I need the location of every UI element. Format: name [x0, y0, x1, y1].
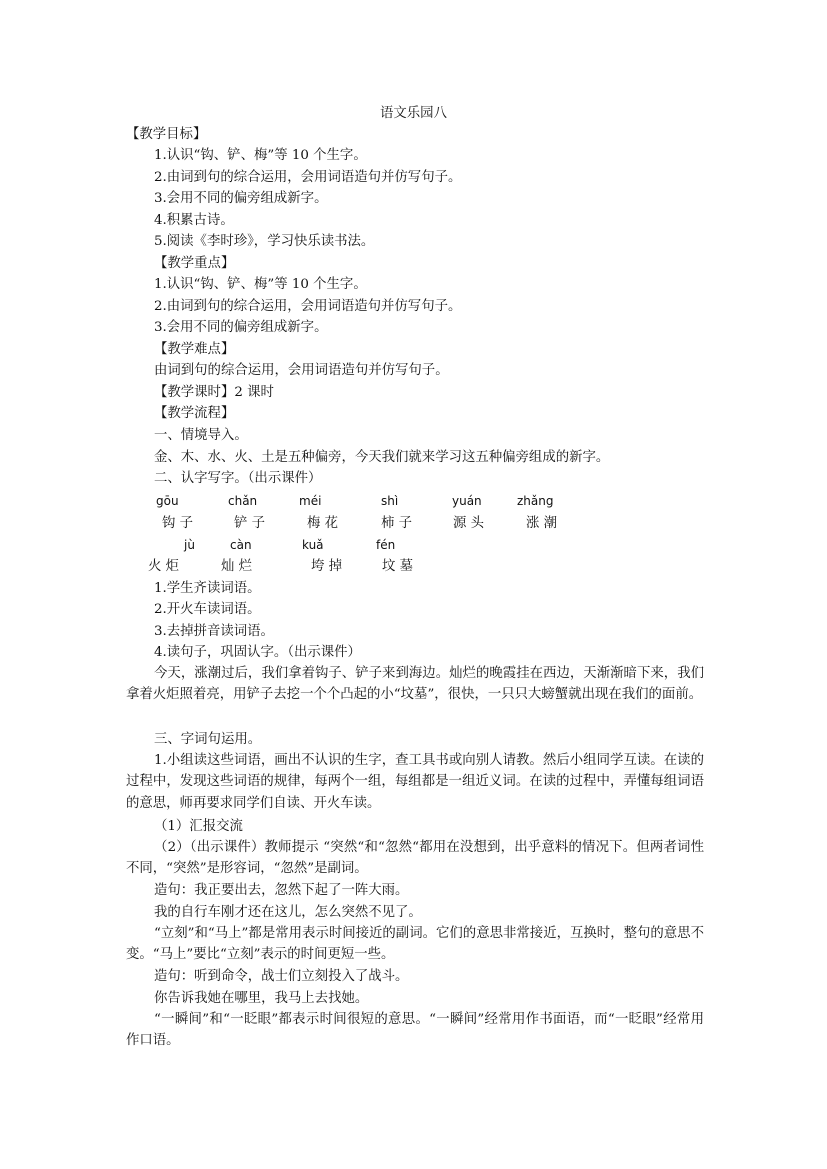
pinyin-label: fén — [376, 538, 396, 552]
pinyin-label: chǎn — [228, 494, 258, 508]
example-sentence: 我的自行车刚才还在这儿，怎么突然不见了。 — [154, 905, 422, 920]
step-item: 4.读句子，巩固认字。（出示课件） — [154, 645, 361, 660]
key-point-item: 1.认识“钩、铲、梅”等 10 个生字。 — [154, 277, 367, 292]
section-heading: 一、情境导入。 — [154, 428, 248, 443]
hours-line: 【教学课时】2 课时 — [154, 385, 274, 400]
paragraph: （2）（出示课件）教师提示 “突然“和“忽然“都用在没想到，出乎意料的情况下。但两者词性不同，“突然”是形容词，“忽然”是副词。 — [126, 840, 704, 877]
difficulty-text: 由词到句的综合运用，会用词语造句并仿写句子。 — [154, 363, 449, 378]
objective-item: 2.由词到句的综合运用，会用词语造句并仿写句子。 — [154, 170, 462, 185]
pinyin-label: càn — [230, 538, 252, 552]
key-point-item: 2.由词到句的综合运用，会用词语造句并仿写句子。 — [154, 299, 462, 314]
difficulty-heading: 【教学难点】 — [154, 342, 235, 357]
objectives-heading: 【教学目标】 — [126, 127, 207, 142]
section-text: 金、木、水、火、土是五种偏旁，今天我们就来学习这五种偏旁组成的新字。 — [154, 450, 610, 465]
vocab-word: 梅 花 — [307, 516, 339, 531]
page-title: 语文乐园八 — [380, 106, 447, 121]
paragraph: “立刻”和“马上”都是常用表示时间接近的副词。它们的意思非常接近，互换时，整句的意思不变。“马上”要比“立刻”表示的时间更短一些。 — [126, 926, 704, 963]
objective-item: 5.阅读《李时珍》，学习快乐读书法。 — [154, 234, 375, 249]
key-points-heading: 【教学重点】 — [154, 256, 235, 271]
pinyin-label: zhǎng — [517, 494, 554, 508]
example-sentence: 造句：我正要出去，忽然下起了一阵大雨。 — [154, 883, 409, 898]
section-heading: 二、认字写字。（出示课件） — [154, 471, 322, 486]
example-sentence: 你告诉我她在哪里，我马上去找她。 — [154, 991, 369, 1006]
paragraph: 1.小组读这些词语，画出不认识的生字，查工具书或向别人请教。然后小组同学互读。在读的过程中，发现这些词语的规律，每两个一组，每组都是一组近义词。在读的过程中，弄懂每组词语的意思，师再要求同学们自读、开火车读。 — [126, 753, 704, 811]
step-item: 2.开火车读词语。 — [154, 602, 261, 617]
example-sentence: 造句：听到命令，战士们立刻投入了战斗。 — [154, 969, 409, 984]
paragraph: （1）汇报交流 — [154, 819, 243, 834]
objective-item: 3.会用不同的偏旁组成新字。 — [154, 191, 328, 206]
vocab-word: 坟 墓 — [382, 559, 414, 574]
step-item: 3.去掉拼音读词语。 — [154, 624, 274, 639]
vocab-word: 柿 子 — [381, 516, 413, 531]
objective-item: 1.认识“钩、铲、梅”等 10 个生字。 — [154, 148, 367, 163]
pinyin-label: gōu — [156, 494, 179, 508]
pinyin-label: shì — [381, 494, 399, 508]
vocab-word: 钩 子 — [162, 516, 194, 531]
vocab-word: 灿 烂 — [221, 559, 253, 574]
section-heading: 三、字词句运用。 — [154, 732, 262, 747]
pinyin-label: kuǎ — [302, 538, 324, 552]
process-heading: 【教学流程】 — [154, 406, 235, 421]
pinyin-label: méi — [299, 494, 322, 508]
vocab-word: 火 炬 — [148, 559, 180, 574]
pinyin-label: yuán — [452, 494, 482, 508]
paragraph: “一瞬间”和“一眨眼”都表示时间很短的意思。“一瞬间”经常用作书面语，而“一眨眼”经常用作口语。 — [126, 1012, 704, 1049]
objective-item: 4.积累古诗。 — [154, 213, 234, 228]
vocab-word: 垮 掉 — [311, 559, 343, 574]
reading-passage: 今天，涨潮过后，我们拿着钩子、铲子来到海边。灿烂的晚霞挂在西边，天渐渐暗下来，我们拿着火炬照着亮，用铲子去挖一个个凸起的小“坟墓”，很快，一只只大螃蟹就出现在我们的面前。 — [126, 666, 704, 703]
vocab-word: 源 头 — [453, 516, 485, 531]
vocab-word: 涨 潮 — [526, 516, 558, 531]
pinyin-label: jù — [184, 538, 195, 552]
key-point-item: 3.会用不同的偏旁组成新字。 — [154, 320, 328, 335]
vocab-word: 铲 子 — [234, 516, 266, 531]
step-item: 1.学生齐读词语。 — [154, 581, 261, 596]
